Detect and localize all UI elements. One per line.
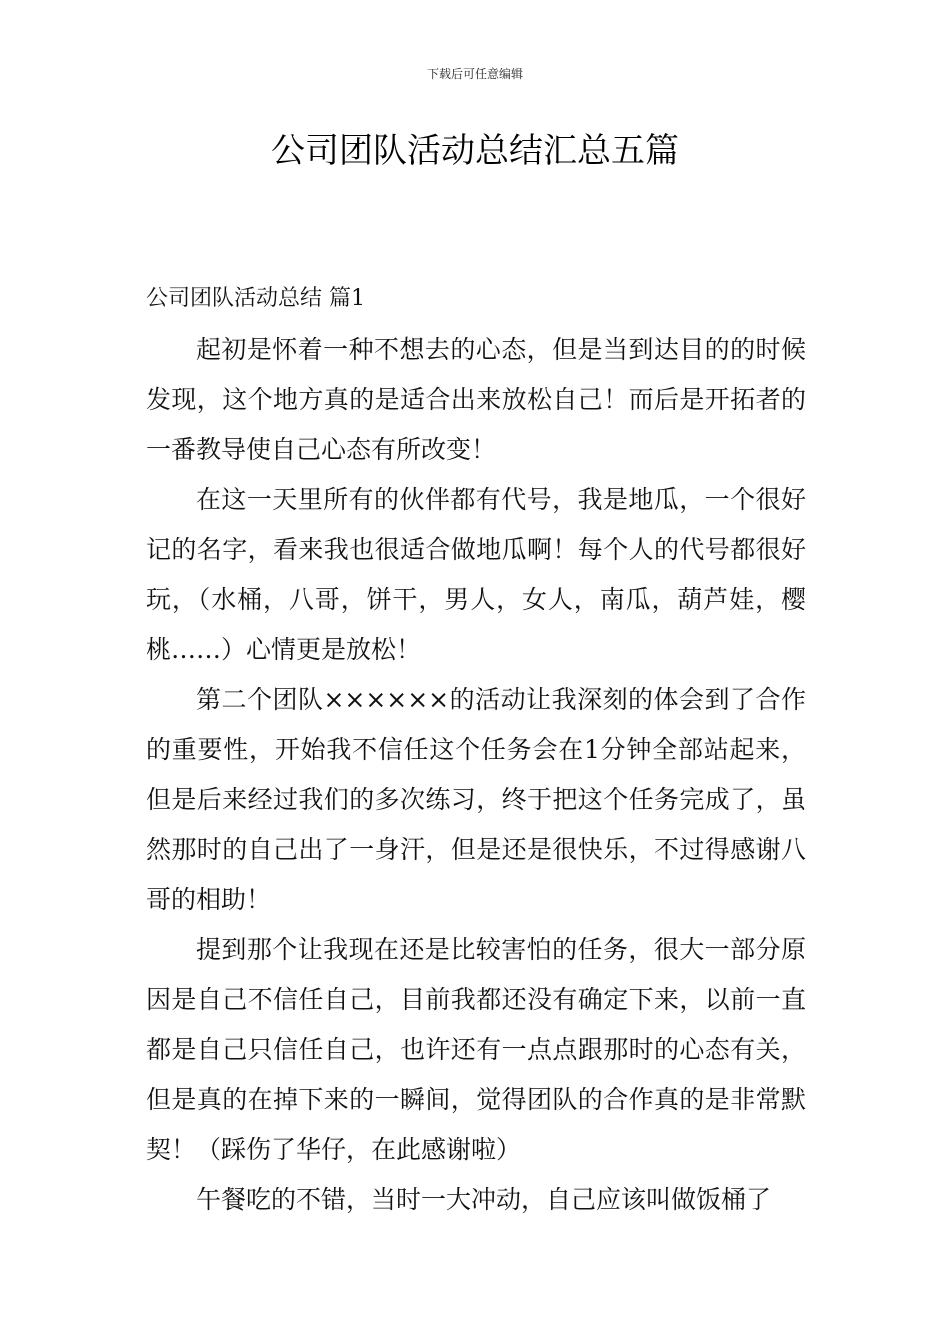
paragraph-3: 第二个团队××××××的活动让我深刻的体会到了合作的重要性，开始我不信任这个任务会在1分钟全部站起来，但是后来经过我们的多次练习，终于把这个任务完成了，虽然那时的自己出了一身汗，但是还是很快乐，不过得感谢八哥的相助！ <box>146 685 806 914</box>
section-heading: 公司团队活动总结 篇1 <box>146 286 365 311</box>
header-note: 下载后可任意编辑 <box>426 67 523 81</box>
paragraph-4: 提到那个让我现在还是比较害怕的任务，很大一部分原因是自己不信任自己，目前我都还没有确定下来，以前一直都是自己只信任自己，也许还有一点点跟那时的心态有关，但是真的在掉下来的一瞬间，觉得团队的合作真的是非常默契！（踩伤了华仔，在此感谢啦） <box>146 935 806 1164</box>
paragraph-1: 起初是怀着一种不想去的心态，但是当到达目的的时候发现，这个地方真的是适合出来放松自己！而后是开拓者的一番教导使自己心态有所改变！ <box>146 335 806 464</box>
document-title: 公司团队活动总结汇总五篇 <box>271 131 679 171</box>
paragraph-2: 在这一天里所有的伙伴都有代号，我是地瓜，一个很好记的名字，看来我也很适合做地瓜啊！每个人的代号都很好玩，（水桶，八哥，饼干，男人，女人，南瓜，葫芦娃，樱桃……）心情更是放松！ <box>146 485 806 664</box>
paragraph-5: 午餐吃的不错，当时一大冲动，自己应该叫做饭桶了 <box>196 1185 772 1214</box>
document-body <box>146 325 806 1225</box>
